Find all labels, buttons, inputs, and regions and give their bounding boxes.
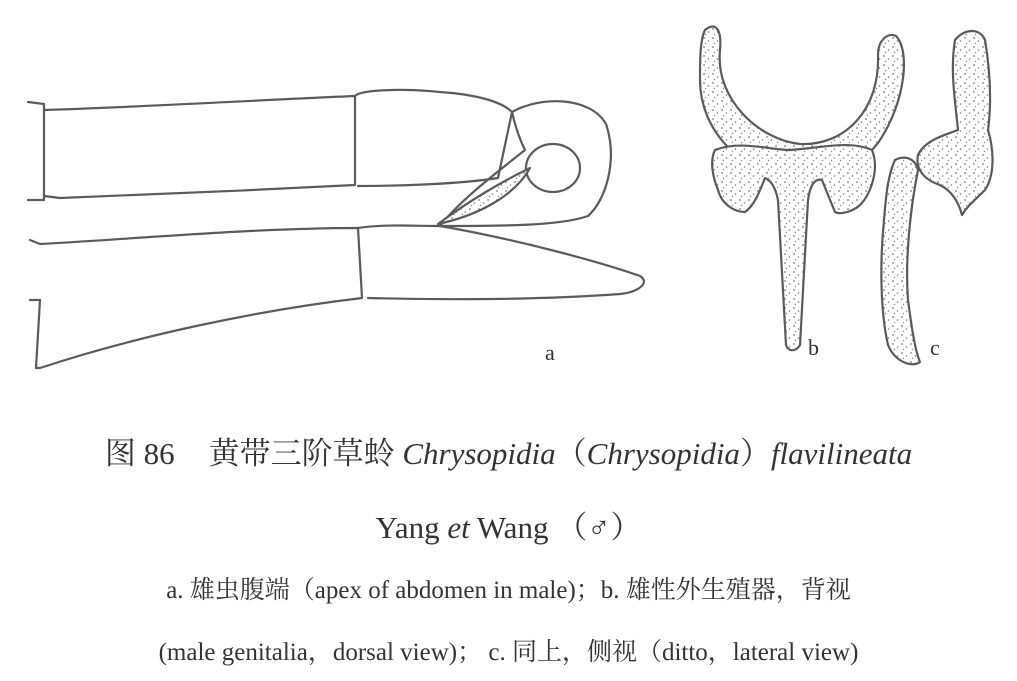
lateral-arm [881, 158, 920, 365]
author-et: et [447, 510, 470, 545]
caption-legend-line-2: (male genitalia，dorsal view)； c. 同上，侧视（ditto，lateral view) [158, 639, 859, 666]
panel-b-dorsal-view [700, 27, 904, 360]
lower-segment-1 [30, 228, 362, 368]
figure-number: 图 86 [104, 436, 175, 471]
chinese-name: 黄带三阶草蛉 [208, 436, 395, 471]
panel-label-a: a [545, 340, 555, 365]
panel-label-b: b [808, 335, 819, 360]
caption-author-line [0, 502, 1017, 547]
caption-legend-line-1: a. 雄虫腹端（apex of abdomen in male)；b. 雄性外生殖器，背视 [166, 577, 851, 604]
gonarcus-tip [438, 168, 530, 224]
author-2: Wang [476, 510, 549, 545]
subgenus: Chrysopidia [586, 436, 740, 471]
callus-cerci [526, 144, 580, 192]
caption-title-line [0, 428, 1017, 473]
subgenus-open: （ [555, 436, 587, 471]
panel-a-abdomen-apex [28, 90, 644, 368]
sex-symbol: （♂） [556, 510, 642, 545]
gonarcus-base [712, 145, 875, 350]
lateral-upper-lobe [917, 31, 992, 215]
lower-segment-2 [358, 226, 644, 300]
species: flavilineata [770, 436, 913, 471]
subgenus-close: ） [739, 436, 771, 471]
panel-label-c: c [930, 335, 940, 360]
upper-segment-1 [28, 96, 355, 200]
author-1: Yang [375, 510, 440, 545]
upper-segment-2 [355, 90, 512, 186]
genus: Chrysopidia [402, 436, 556, 471]
